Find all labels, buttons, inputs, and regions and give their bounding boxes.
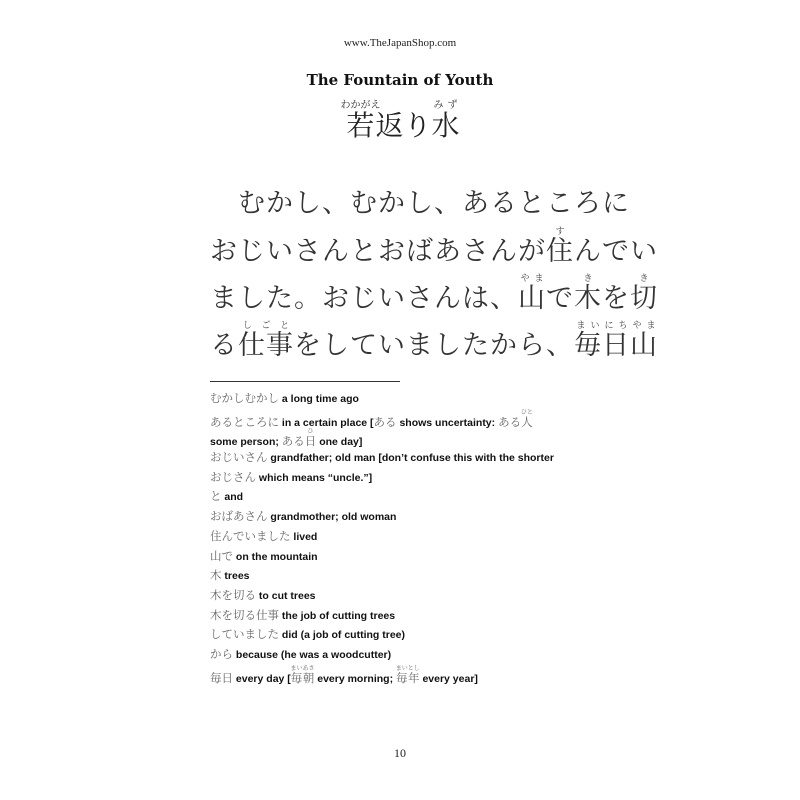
text-segment: the job of cutting trees xyxy=(279,609,396,622)
ruby-base: 毎朝 xyxy=(290,670,315,685)
text-segment: one day] xyxy=(316,436,363,449)
ruby-base: 住 xyxy=(546,236,574,267)
text-segment: おじさん xyxy=(210,469,256,484)
glossary-entry xyxy=(210,487,610,507)
text-segment: していました xyxy=(210,627,279,642)
text-segment: did (a job of cutting tree) xyxy=(279,629,405,642)
furigana: やま xyxy=(518,274,546,284)
text-segment: むかし、むかし、あるところに xyxy=(210,188,630,219)
text-segment: ある xyxy=(498,414,522,429)
ruby-base: 毎年 xyxy=(395,670,420,685)
page-title: The Fountain of Youth xyxy=(306,71,494,89)
glossary-entry xyxy=(210,507,610,527)
glossary-entry xyxy=(210,468,610,488)
text-segment: every day [ xyxy=(233,672,291,685)
ruby-word xyxy=(546,227,574,267)
glossary-entry xyxy=(210,606,610,626)
text-segment: on the mountain xyxy=(233,550,318,563)
glossary-entry xyxy=(210,547,610,567)
glossary-entry xyxy=(210,625,610,645)
text-segment: る xyxy=(210,330,238,361)
text-segment: because (he was a woodcutter) xyxy=(233,648,392,661)
furigana: ひ xyxy=(304,428,317,436)
text-segment: which means “uncle.”] xyxy=(256,471,373,484)
story-line xyxy=(210,274,658,321)
text-segment: lived xyxy=(290,530,318,543)
text-segment: 木を切る仕事 xyxy=(210,607,279,622)
text-segment: 毎日 xyxy=(210,670,233,685)
glossary-entry xyxy=(210,586,610,606)
ruby-base: 若 xyxy=(340,109,381,142)
text-segment: ました。おじいさんは、 xyxy=(210,283,518,314)
text-segment: and xyxy=(221,491,244,504)
text-segment: grandmother; old woman xyxy=(267,511,397,524)
furigana: まいにち xyxy=(574,321,630,331)
text-segment: every morning; xyxy=(314,672,397,685)
text-segment: 返り xyxy=(375,109,432,142)
text-segment: あるところに xyxy=(210,414,279,429)
glossary-entry xyxy=(210,448,610,468)
text-segment: 山で xyxy=(210,548,233,563)
story-line xyxy=(210,227,658,274)
story-text xyxy=(210,180,658,368)
ruby-base: 切 xyxy=(630,283,658,314)
glossary-entry xyxy=(210,389,610,409)
ruby-word xyxy=(520,408,533,429)
text-segment: をしていましたから、 xyxy=(294,330,574,361)
text-segment: を xyxy=(602,283,630,314)
text-segment: 住んでいました xyxy=(210,528,291,543)
ruby-word xyxy=(574,321,630,361)
ruby-word xyxy=(630,274,658,314)
ruby-word xyxy=(238,321,294,361)
text-segment: a long time ago xyxy=(279,393,359,405)
ruby-word xyxy=(630,321,658,361)
ruby-base: 仕事 xyxy=(238,330,294,361)
ruby-word xyxy=(395,664,420,685)
text-segment: むかしむかし xyxy=(210,391,279,405)
furigana: みず xyxy=(431,100,460,111)
ruby-word xyxy=(290,664,315,685)
japanese-title xyxy=(0,100,800,144)
ruby-base: 毎日 xyxy=(574,330,630,361)
glossary-entry xyxy=(210,527,610,547)
page-number: 10 xyxy=(394,746,406,760)
glossary-entry xyxy=(210,409,610,429)
furigana: まいあさ xyxy=(290,664,315,672)
text-segment: in a certain place [ xyxy=(279,416,374,429)
text-segment: と xyxy=(210,489,222,504)
ruby-base: 山 xyxy=(518,283,546,314)
text-segment: 木を切る xyxy=(210,587,256,602)
glossary xyxy=(210,389,610,684)
glossary-entry xyxy=(210,566,610,586)
story-line xyxy=(210,321,658,368)
text-segment: から xyxy=(210,646,233,661)
text-segment: 木 xyxy=(210,568,222,583)
text-segment: ある xyxy=(281,434,305,449)
ruby-word xyxy=(304,428,317,449)
furigana: しごと xyxy=(238,321,294,331)
ruby-base: 水 xyxy=(431,109,460,142)
text-segment: shows uncertainty: xyxy=(396,416,499,429)
site-url: www.TheJapanShop.com xyxy=(343,37,457,49)
text-segment: some person; xyxy=(210,436,282,449)
glossary-entry xyxy=(210,665,610,685)
furigana: ひと xyxy=(520,408,533,416)
furigana: き xyxy=(574,274,602,284)
ruby-word xyxy=(574,274,602,314)
ruby-base: 木 xyxy=(574,283,602,314)
text-segment: んでい xyxy=(574,236,658,267)
text-segment: おじいさんとおばあさんが xyxy=(210,236,546,267)
text-segment: ある xyxy=(373,414,397,429)
ruby-base: 日 xyxy=(304,434,317,449)
ruby-word xyxy=(518,274,546,314)
furigana: まいとし xyxy=(395,664,420,672)
story-line xyxy=(210,180,630,227)
ruby-base: 山 xyxy=(630,330,658,361)
furigana: す xyxy=(546,227,574,237)
text-segment: to cut trees xyxy=(256,589,316,602)
text-segment: trees xyxy=(221,570,250,583)
ruby-word xyxy=(340,100,381,142)
ruby-base: 人 xyxy=(520,414,533,429)
furigana: やま xyxy=(630,321,658,331)
footnote-divider xyxy=(210,381,400,382)
furigana: き xyxy=(630,274,658,284)
text-segment: おばあさん xyxy=(210,509,268,524)
text-segment: で xyxy=(546,283,574,314)
text-segment: おじいさん xyxy=(210,450,268,465)
ruby-word xyxy=(431,100,460,142)
text-segment: every year] xyxy=(419,672,478,685)
text-segment: grandfather; old man [don’t confuse this with the shorter xyxy=(267,452,554,465)
furigana: わかがえ xyxy=(340,100,381,111)
glossary-entry xyxy=(210,645,610,665)
